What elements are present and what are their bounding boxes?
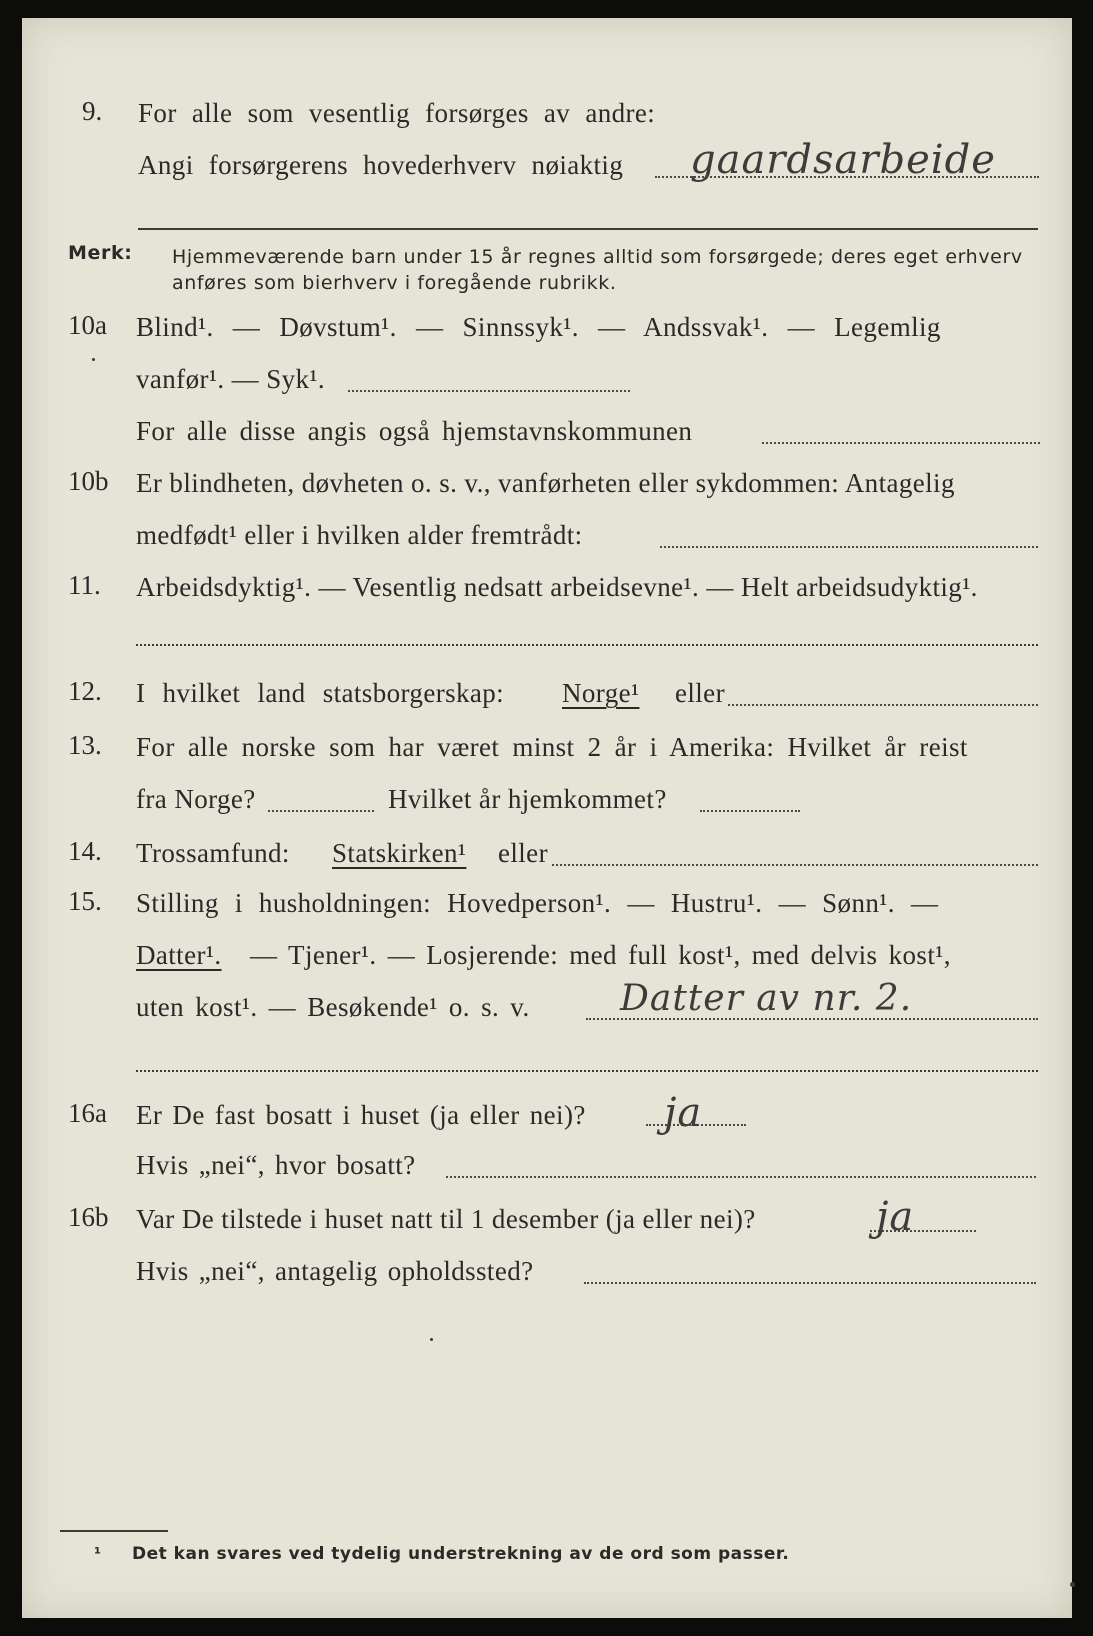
q14-option-statskirken-underlined: Statskirken¹ — [332, 838, 467, 868]
q16b-line1: Var De tilstede i huset natt til 1 desember (ja eller nei)? — [136, 1204, 756, 1234]
q13-hjemkommet-line — [700, 810, 800, 812]
q14-answer-line — [552, 864, 1038, 866]
q16b-line2: Hvis „nei“, antagelig opholdssted? — [136, 1256, 534, 1286]
q15-answer-handwritten: Datter av nr. 2. — [620, 978, 913, 1019]
q11-line1: Arbeidsdyktig¹. — Vesentlig nedsatt arbeidsevne¹. — Helt arbeidsudyktig¹. — [136, 572, 978, 602]
q13-line2a: fra Norge? — [136, 784, 256, 814]
q15-line3: uten kost¹. — Besøkende¹ o. s. v. — [136, 992, 530, 1022]
q11-number: 11. — [68, 570, 101, 600]
q10a-line3: For alle disse angis også hjemstavnskommunen — [136, 416, 693, 446]
q13-line1: For alle norske som har været minst 2 år i Amerika: Hvilket år reist — [136, 732, 968, 762]
q10b-line1: Er blindheten, døvheten o. s. v., vanførheten eller sykdommen: Antagelig — [136, 468, 955, 498]
q16a-line2: Hvis „nei“, hvor bosatt? — [136, 1150, 416, 1180]
q16b-answer-handwritten: ja — [876, 1194, 915, 1240]
footnote-text: Det kan svares ved tydelig understrekning av de ord som passer. — [132, 1544, 790, 1564]
q15-line2: — Tjener¹. — Losjerende: med full kost¹, med delvis kost¹, — [250, 940, 951, 970]
q12-number: 12. — [68, 676, 102, 706]
q16a-answer-handwritten: ja — [664, 1090, 703, 1136]
q16b-number: 16b — [68, 1202, 109, 1232]
q10b-number: 10b — [68, 466, 109, 496]
merk-line1: Hjemmeværende barn under 15 år regnes alltid som forsørgede; deres eget erhverv — [172, 246, 1023, 268]
q16b-opholdssted-line — [584, 1282, 1036, 1284]
q13-number: 13. — [68, 730, 102, 760]
q12-prefix: I hvilket land statsborgerskap: — [136, 678, 505, 708]
q10a-number: 10a — [68, 310, 107, 340]
q10a-kommune-line — [762, 442, 1040, 444]
q16a-bosatt-line — [446, 1176, 1036, 1178]
q10a-syk-line — [348, 390, 630, 392]
q12-option-norge-underlined: Norge¹ — [562, 678, 640, 708]
q9-answer-handwritten: gaardsarbeide — [690, 137, 996, 183]
paper-speck — [430, 1338, 433, 1341]
q9-blank-line — [138, 228, 1038, 230]
q13-line2b: Hvilket år hjemkommet? — [388, 784, 667, 814]
q15-number: 15. — [68, 886, 102, 916]
q9-line1: For alle som vesentlig forsørges av andre: — [138, 98, 656, 128]
q16a-number: 16a — [68, 1098, 107, 1128]
q15-option-datter-underlined: Datter¹. — [136, 940, 222, 970]
footnote-mark: ¹ — [94, 1544, 102, 1563]
q10b-answer-line — [660, 546, 1038, 548]
q14-prefix: Trossamfund: — [136, 838, 290, 868]
footnote-rule — [60, 1530, 168, 1532]
q9-line2: Angi forsørgerens hovederhverv nøiaktig — [138, 150, 624, 180]
q12-suffix: eller — [675, 678, 725, 708]
q9-number: 9. — [82, 96, 103, 126]
q13-reist-line — [268, 810, 374, 812]
q12-answer-line — [728, 704, 1038, 706]
q14-number: 14. — [68, 836, 102, 866]
merk-line2: anføres som bierhverv i foregående rubrikk. — [172, 272, 617, 294]
q10b-line2: medfødt¹ eller i hvilken alder fremtrådt: — [136, 520, 583, 550]
q14-suffix: eller — [498, 838, 548, 868]
q16a-line1: Er De fast bosatt i huset (ja eller nei)? — [136, 1100, 586, 1130]
q10a-line1: Blind¹. — Døvstum¹. — Sinnssyk¹. — Andssvak¹. — Legemlig — [136, 312, 941, 342]
paper-speck — [92, 358, 95, 361]
q10a-line2: vanfør¹. — Syk¹. — [136, 364, 326, 394]
q11-blank-line — [136, 644, 1038, 646]
q15-line1: Stilling i husholdningen: Hovedperson¹. — Hustru¹. — Sønn¹. — — [136, 888, 939, 918]
paper-speck — [1070, 1582, 1075, 1587]
q15-blank-line — [136, 1070, 1038, 1072]
merk-label: Merk: — [68, 242, 133, 264]
